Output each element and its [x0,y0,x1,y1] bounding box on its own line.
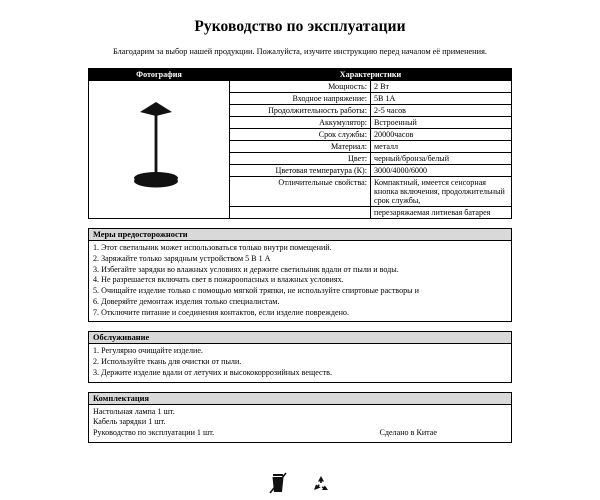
list-item: 7. Отключите питание и соединения контактов, если изделие повреждено. [93,307,349,317]
precautions-section [88,228,512,322]
package-title: Комплектация [89,393,511,405]
header-specs: Характеристики [230,69,512,81]
list-item: Руководство по эксплуатации 1 шт. [93,428,215,438]
spec-label: Отличительные свойства: [230,177,371,207]
spec-value: металл [371,141,512,153]
maintenance-section [88,331,512,382]
desk-lamp-icon [92,82,220,202]
spec-value: черный/бронза/белый [371,153,512,165]
list-item: 4. Не разрешается включать свет в пожароопасных и влажных условиях. [93,275,344,285]
spec-label: Цветовая температура (К): [230,165,371,177]
spec-label: Продолжительность работы: [230,105,371,117]
spec-label: Цвет: [230,153,371,165]
list-item: 1. Регулярно очищайте изделие. [93,346,203,356]
spec-label: Мощность: [230,81,371,93]
list-item: Настольная лампа 1 шт. [93,406,175,416]
spec-value: Встроенный [371,117,512,129]
list-item: Кабель зарядки 1 шт. [93,417,166,427]
intro-paragraph: Благодарим за выбор нашей продукции. Пожалуйста, изучите инструкцию перед началом её применения. [113,47,487,56]
package-list [89,405,511,442]
header-photo: Фотография [89,69,230,81]
footer-icons [0,472,600,494]
list-item: 2. Заряжайте только зарядным устройством 5 В 1 А [93,253,271,263]
package-section [88,392,512,443]
list-item: 3. Избегайте зарядки во влажных условиях и держите светильник вдали от пыли и воды. [93,264,399,274]
spec-label: Аккумулятор: [230,117,371,129]
spec-value: 3000/4000/6000 [371,165,512,177]
spec-value: 2 Вт [371,81,512,93]
package-last-row [93,428,507,439]
spec-value: 5В 1А [371,93,512,105]
list-item: 2. Используйте ткань для очистки от пыли. [93,357,242,367]
page-title: Руководство по эксплуатации [194,18,406,35]
spec-label: Входное напряжение: [230,93,371,105]
specifications-table [88,68,512,219]
list-item: 1. Этот светильник может использоваться только внутри помещений. [93,243,332,253]
precautions-title: Меры предосторожности [89,229,511,241]
spec-label: Срок службы: [230,129,371,141]
recycling-icon [311,474,331,494]
table-row [89,81,512,93]
spec-value: 2-5 часов [371,105,512,117]
spec-value: перезаряжаемая литиевая батарея [371,207,512,219]
list-item: 3. Держите изделие вдали от летучих и высококоррозийных веществ. [93,367,332,377]
table-header-row [89,69,512,81]
spec-label: Материал: [230,141,371,153]
precautions-list [89,241,511,321]
spec-value: 20000часов [371,129,512,141]
list-item: 6. Доверяйте демонтаж изделия только специалистам. [93,296,280,306]
maintenance-title: Обслуживание [89,332,511,344]
maintenance-list [89,344,511,381]
spec-value: Компактный, имеется сенсорная кнопка включения, продолжительный срок службы, [371,177,512,207]
spec-label [230,207,371,219]
product-photo-cell [89,81,230,219]
list-item: 5. Очищайте изделие только с помощью мягкой тряпки, не используйте спиртовые растворы и [93,286,419,296]
made-in-label: Сделано в Китае [379,428,437,438]
weee-crossed-out-bin-icon [269,472,287,494]
